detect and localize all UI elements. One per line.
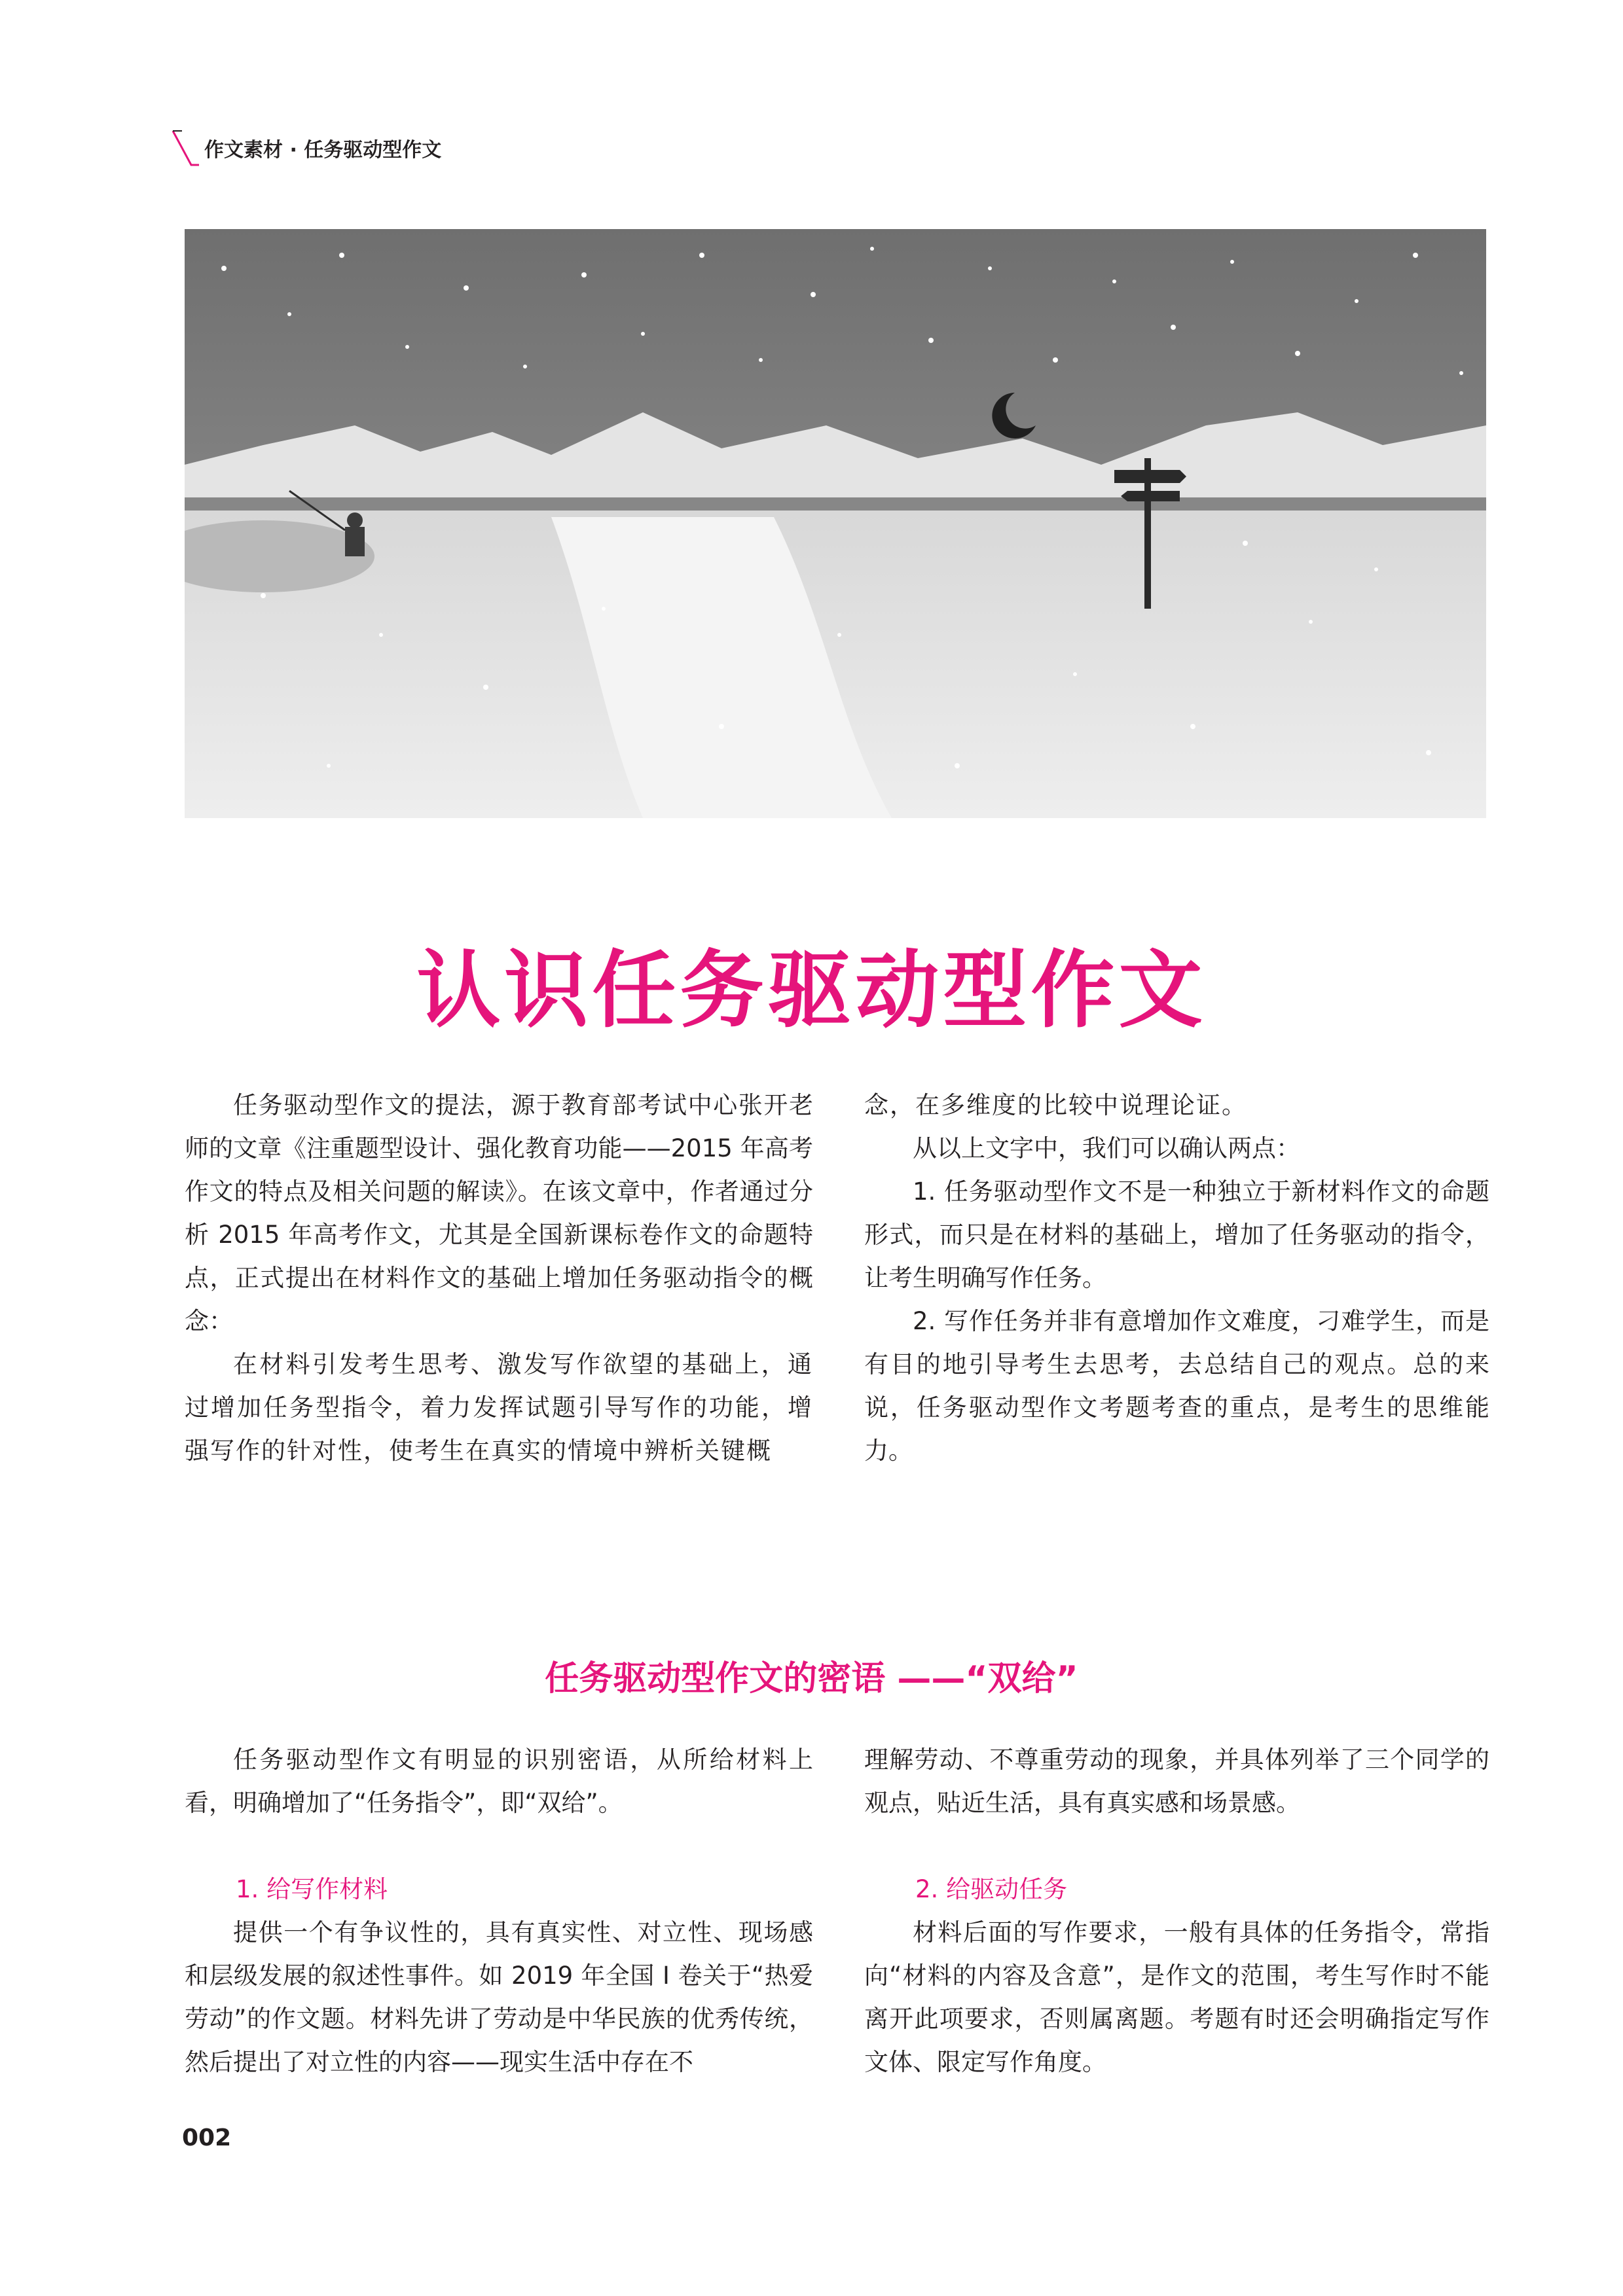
paragraph: 任务驱动型作文的提法，源于教育部考试中心张开老师的文章《注重题型设计、强化教育功能——2015 年高考作文的特点及相关问题的解读》。在该文章中，作者通过分析 2015 年高考作文，尤其是全国新课标卷作文的命题特点，正式提出在材料作文的基础上增加任务驱动指令的概念： bbox=[185, 1091, 813, 1335]
paragraph: 1. 任务驱动型作文不是一种独立于新材料作文的命题形式，而只是在材料的基础上，增加了任务驱动的指令，让考生明确写作任务。 bbox=[864, 1177, 1489, 1292]
page-number: 002 bbox=[182, 2125, 232, 2151]
paragraph: 提供一个有争议性的，具有真实性、对立性、现场感和层级发展的叙述性事件。如 2019 年全国 Ⅰ 卷关于“热爱劳动”的作文题。材料先讲了劳动是中华民族的优秀传统，然后提出了对立性的内容——现实生活中存在不 bbox=[185, 1918, 813, 2076]
article-left-column bbox=[185, 1084, 813, 1473]
subheading: 1. 给写作材料 bbox=[236, 1875, 388, 1903]
section-title: 任务驱动型作文的密语 ——“双给” bbox=[545, 1659, 1078, 1698]
paragraph: 材料后面的写作要求，一般有具体的任务指令，常指向“材料的内容及含意”，是作文的范围，考生写作时不能离开此项要求，否则属离题。考题有时还会明确指定写作文体、限定写作角度。 bbox=[864, 1918, 1489, 2076]
quote-text: 念，在多维度的比较中说理论证。 bbox=[864, 1091, 1247, 1119]
section-left-column bbox=[185, 1738, 813, 2084]
paragraph: 2. 写作任务并非有意增加作文难度，刁难学生，而是有目的地引导考生去思考，去总结自己的观点。总的来说，任务驱动型作文考题考查的重点，是考生的思维能力。 bbox=[864, 1307, 1489, 1465]
header-bracket-icon bbox=[172, 128, 200, 168]
paragraph: 任务驱动型作文有明显的识别密语，从所给材料上看，明确增加了“任务指令”，即“双给”。 bbox=[185, 1746, 813, 1817]
section-right-column bbox=[864, 1738, 1489, 2084]
article-right-column bbox=[864, 1084, 1489, 1473]
subheading: 2. 给驱动任务 bbox=[915, 1875, 1068, 1903]
article-title: 认识任务驱动型作文 bbox=[416, 942, 1207, 1039]
paragraph: 理解劳动、不尊重劳动的现象，并具体列举了三个同学的观点，贴近生活，具有真实感和场景感。 bbox=[864, 1746, 1489, 1817]
quote-text: 在材料引发考生思考、激发写作欲望的基础上，通过增加任务型指令，着力发挥试题引导写作的功能，增强写作的针对性，使考生在真实的情境中辨析关键概 bbox=[185, 1350, 813, 1465]
snowy-landscape-illustration bbox=[185, 229, 1486, 818]
running-title: 作文素材 · 任务驱动型作文 bbox=[204, 139, 442, 162]
paragraph: 从以上文字中，我们可以确认两点： bbox=[913, 1134, 1300, 1162]
